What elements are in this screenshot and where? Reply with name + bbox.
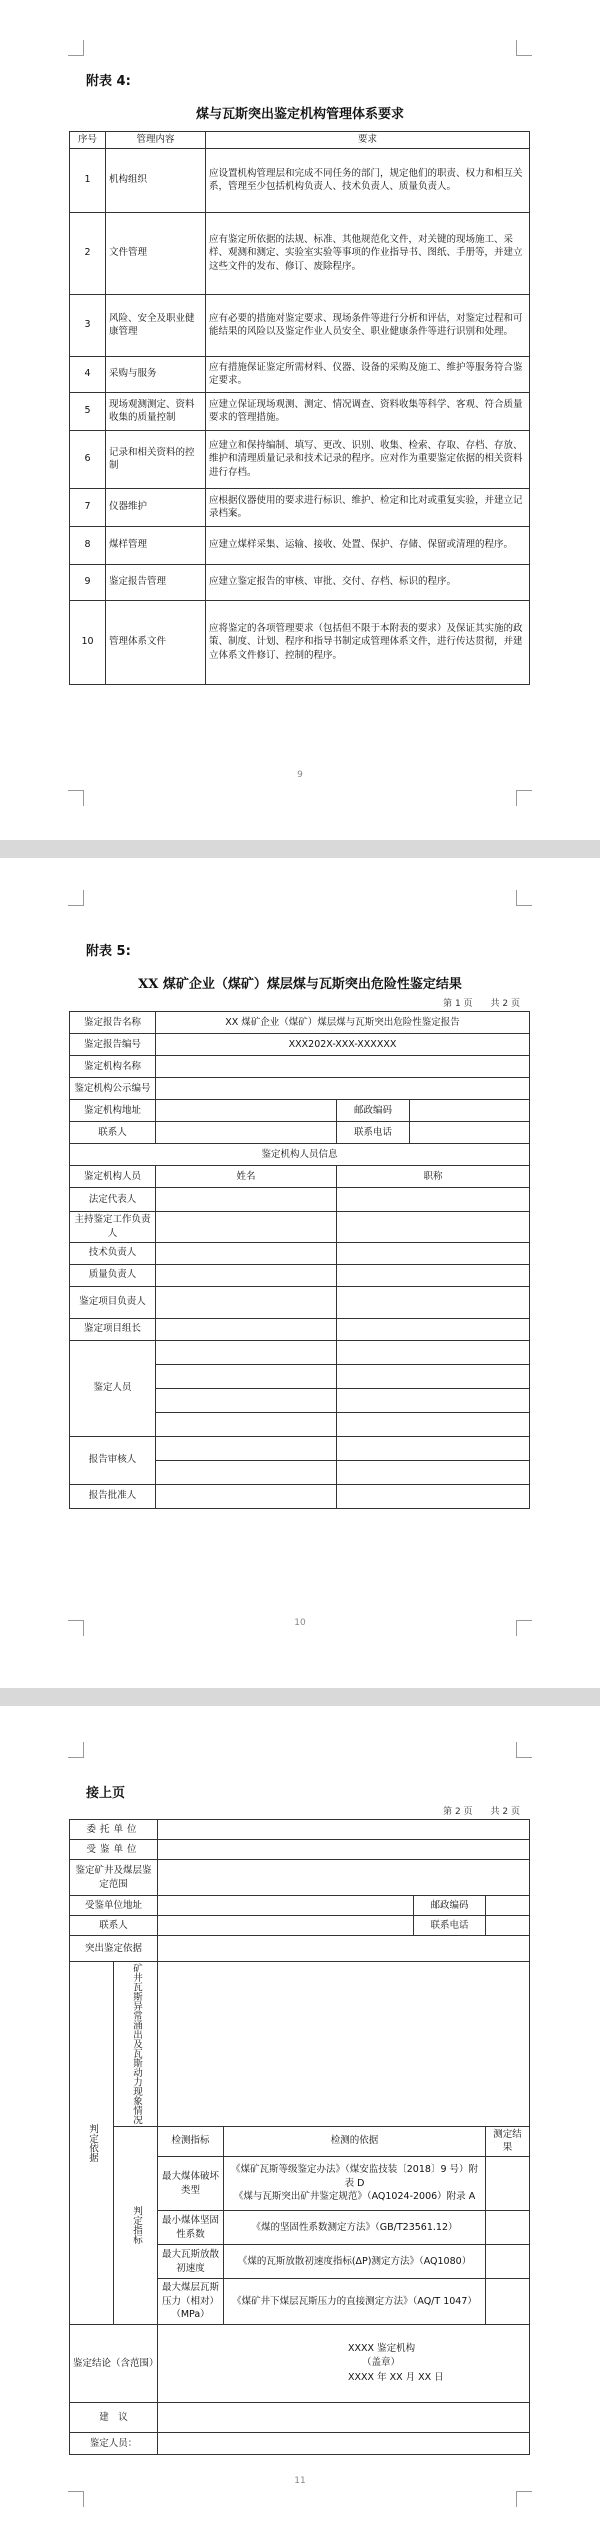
appraised-label: 受鉴单位	[70, 1840, 158, 1860]
table-row	[70, 430, 530, 488]
org-sign: XXXX 鉴定机构	[348, 2343, 416, 2355]
role-quality: 质量负责人	[70, 1264, 156, 1286]
seal-text: （盖章）	[362, 2357, 401, 2369]
row-no: 1	[70, 148, 106, 212]
header-requirement: 要求	[206, 132, 530, 149]
table-row	[70, 294, 530, 356]
document-page-2	[0, 858, 600, 1688]
row-no: 2	[70, 212, 106, 294]
document-page-3	[0, 1706, 600, 2547]
page-number: 11	[294, 2476, 306, 2486]
phenomena-label: 矿井瓦斯异常涌出及瓦斯动力现象情况	[114, 1962, 158, 2127]
indicator-basis: 《煤的坚固性系数测定方法》（GB/T23561.12）	[224, 2211, 486, 2245]
indicator-basis: 《煤的瓦斯放散初速度指标(ΔP)测定方法》（AQ1080）	[224, 2245, 486, 2279]
row-requirement: 应建立煤样采集、运输、接收、处置、保护、存储、保留或清理的程序。	[206, 526, 530, 564]
page-info: 第 1 页 共 2 页	[443, 999, 520, 1009]
indicator-name: 最小煤体坚固性系数	[158, 2211, 224, 2245]
crop-mark	[516, 790, 532, 806]
row-requirement: 应设置机构管理层和完成不同任务的部门，规定他们的职责、权力和相互关系，管理至少包括机构负责人、技术负责人、质量负责人。	[206, 148, 530, 212]
table-row	[70, 212, 530, 294]
row-item: 鉴定报告管理	[106, 564, 206, 600]
row-no: 3	[70, 294, 106, 356]
report-no-value: XXX202X-XXX-XXXXXX	[156, 1034, 530, 1056]
indicator-basis: 《煤矿瓦斯等级鉴定办法》（煤安监技装〔2018〕9 号）附表 D 《煤与瓦斯突出矿井鉴定规范》（AQ1024-2006）附录 A	[224, 2157, 486, 2211]
row-requirement: 应有必要的措施对鉴定要求、现场条件等进行分析和评估，对鉴定过程和可能结果的风险以及鉴定作业人员安全、职业健康条件等进行识别和处理。	[206, 294, 530, 356]
row-no: 9	[70, 564, 106, 600]
role-legal: 法定代表人	[70, 1188, 156, 1212]
row-item: 仪器维护	[106, 488, 206, 526]
role-project-lead: 鉴定项目负责人	[70, 1286, 156, 1318]
judge-basis-label: 判定依据	[70, 1962, 114, 2325]
org-addr-value	[156, 1100, 337, 1122]
continued-label: 接上页	[86, 1786, 126, 1801]
row-no: 8	[70, 526, 106, 564]
indicator-name: 最大煤体破坏类型	[158, 2157, 224, 2211]
org-name-label: 鉴定机构名称	[70, 1056, 156, 1078]
crop-mark	[68, 790, 84, 806]
basis-label: 突出鉴定依据	[70, 1936, 158, 1962]
row-requirement: 应建立鉴定报告的审核、审批、交付、存档、标识的程序。	[206, 564, 530, 600]
table-row	[70, 392, 530, 430]
crop-mark	[68, 890, 84, 906]
col-basis: 检测的依据	[224, 2126, 486, 2157]
mine-label: 鉴定矿井及煤层鉴定范围	[70, 1860, 158, 1896]
row-requirement: 应建立和保持编制、填写、更改、识别、收集、检索、存取、存档、存放、维护和清理质量记录和技术记录的程序。应对作为重要鉴定依据的相关资料进行存档。	[206, 430, 530, 488]
org-name-value	[156, 1056, 530, 1078]
row-no: 4	[70, 356, 106, 392]
header-no: 序号	[70, 132, 106, 149]
row-item: 现场观测测定、资料收集的质量控制	[106, 392, 206, 430]
staff-info-header: 鉴定机构人员信息	[70, 1144, 530, 1166]
role-tech-lead: 主持鉴定工作负责人	[70, 1212, 156, 1243]
row-no: 7	[70, 488, 106, 526]
crop-mark	[68, 2491, 84, 2507]
postcode-label: 邮政编码	[414, 1896, 486, 1916]
appendix-label: 附表 4:	[86, 74, 131, 89]
row-requirement: 应将鉴定的各项管理要求（包括但不限于本附表的要求）及保证其实施的政策、制度、计划、程序和指导书制定成管理体系文件，进行传达贯彻，并建立体系文件修订、控制的程序。	[206, 600, 530, 684]
page-number: 10	[294, 1618, 306, 1628]
table-row	[70, 356, 530, 392]
table-row	[70, 600, 530, 684]
crop-mark	[516, 1742, 532, 1758]
report-name-value: XX 煤矿企业（煤矿）煤层煤与瓦斯突出危险性鉴定报告	[156, 1012, 530, 1034]
col-indicator: 检测指标	[158, 2126, 224, 2157]
role-appraisers: 鉴定人员	[70, 1340, 156, 1436]
role-tech: 技术负责人	[70, 1242, 156, 1264]
page-title: 煤与瓦斯突出鉴定机构管理体系要求	[195, 107, 404, 122]
crop-mark	[68, 40, 84, 56]
row-item: 采购与服务	[106, 356, 206, 392]
date: XXXX 年 XX 月 XX 日	[348, 2371, 444, 2383]
name-col-header: 姓名	[156, 1166, 337, 1188]
org-addr-label: 鉴定机构地址	[70, 1100, 156, 1122]
appraiser-label: 鉴定人员：	[70, 2433, 158, 2455]
row-no: 6	[70, 430, 106, 488]
indicator-basis: 《煤矿井下煤层瓦斯压力的直接测定方法》（AQ/T 1047）	[224, 2279, 486, 2325]
addr-label: 受鉴单位地址	[70, 1896, 158, 1916]
table-row	[70, 488, 530, 526]
row-no: 5	[70, 392, 106, 430]
document-page-1	[0, 0, 600, 840]
page-title: XX 煤矿企业（煤矿）煤层煤与瓦斯突出危险性鉴定结果	[138, 977, 462, 992]
crop-mark	[516, 40, 532, 56]
table-row	[70, 526, 530, 564]
row-item: 文件管理	[106, 212, 206, 294]
row-item: 管理体系文件	[106, 600, 206, 684]
report-name-label: 鉴定报告名称	[70, 1012, 156, 1034]
report-no-label: 鉴定报告编号	[70, 1034, 156, 1056]
client-label: 委托单位	[70, 1820, 158, 1840]
phone-label: 联系电话	[337, 1122, 410, 1144]
indicator-name: 最大煤层瓦斯压力（相对）（MPa）	[158, 2279, 224, 2325]
suggestion-label: 建 议	[70, 2403, 158, 2433]
indicator-name: 最大瓦斯放散初速度	[158, 2245, 224, 2279]
phone-value	[410, 1122, 530, 1144]
row-requirement: 应根据仪器使用的要求进行标识、维护、检定和比对或重复实验，并建立记录档案。	[206, 488, 530, 526]
table-row	[70, 148, 530, 212]
crop-mark	[516, 890, 532, 906]
row-requirement: 应有措施保证鉴定所需材料、仪器、设备的采购及施工、维护等服务符合鉴定要求。	[206, 356, 530, 392]
row-item: 记录和相关资料的控制	[106, 430, 206, 488]
crop-mark	[68, 1742, 84, 1758]
phone-label: 联系电话	[414, 1916, 486, 1936]
contact-label: 联系人	[70, 1122, 156, 1144]
management-requirements-table	[69, 131, 530, 685]
staff-label: 鉴定机构人员	[70, 1166, 156, 1188]
crop-mark	[516, 2491, 532, 2507]
table-row	[70, 564, 530, 600]
org-pub-label: 鉴定机构公示编号	[70, 1078, 156, 1100]
role-auditor: 报告审核人	[70, 1436, 156, 1484]
page-number: 9	[297, 770, 303, 780]
row-requirement: 应建立保证现场观测、测定、情况调查、资料收集等科学、客观、符合质量要求的管理措施。	[206, 392, 530, 430]
role-team-lead: 鉴定项目组长	[70, 1318, 156, 1340]
appraisal-result-continued-table	[69, 1819, 530, 2455]
row-item: 机构组织	[106, 148, 206, 212]
appraisal-result-table	[69, 1011, 530, 1509]
role-approver: 报告批准人	[70, 1484, 156, 1508]
conclusion-label: 鉴定结论（含范围）	[70, 2325, 158, 2403]
row-requirement: 应有鉴定所依据的法规、标准、其他规范化文件，对关键的现场施工、采样、观测和测定、实验室实验等事项的作业指导书、图纸、手册等，并建立这些文件的发布、修订、废除程序。	[206, 212, 530, 294]
org-pub-value	[156, 1078, 530, 1100]
header-item: 管理内容	[106, 132, 206, 149]
conclusion-cell	[158, 2325, 530, 2403]
postcode-label: 邮政编码	[337, 1100, 410, 1122]
row-item: 煤样管理	[106, 526, 206, 564]
contact-label: 联系人	[70, 1916, 158, 1936]
row-no: 10	[70, 600, 106, 684]
table-header-row	[70, 132, 530, 149]
row-item: 风险、安全及职业健康管理	[106, 294, 206, 356]
title-col-header: 职称	[337, 1166, 530, 1188]
postcode-value	[410, 1100, 530, 1122]
appendix-label: 附表 5:	[86, 944, 131, 959]
page-info: 第 2 页 共 2 页	[443, 1807, 520, 1817]
col-result: 测定结果	[486, 2126, 530, 2157]
indicator-label: 判定指标	[114, 2126, 158, 2325]
contact-value	[156, 1122, 337, 1144]
